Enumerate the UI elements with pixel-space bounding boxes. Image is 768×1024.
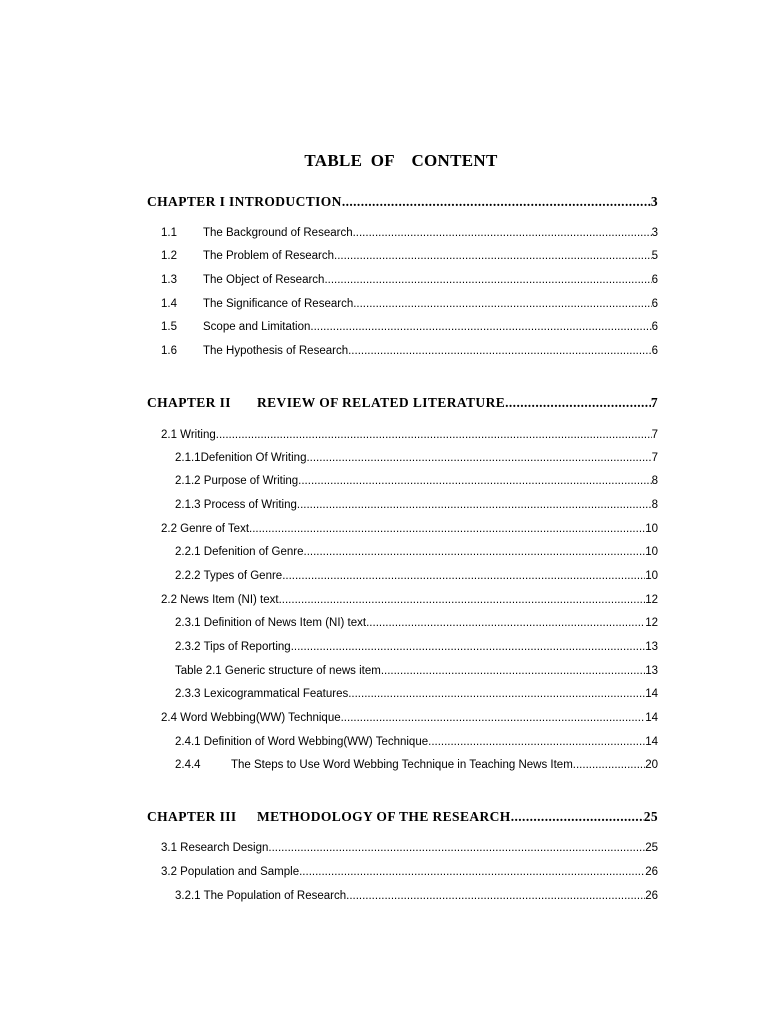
toc-label: The Object of Research [203,274,325,286]
toc-number: 1.6 [161,345,177,357]
toc-label: Scope and Limitation [203,321,311,333]
dot-leader [341,708,646,728]
toc-label: METHODOLOGY OF THE RESEARCH [257,809,511,824]
toc-item-2-4-4[interactable] [175,755,658,775]
toc-page-number: 14 [645,712,658,724]
toc-chapter-2[interactable] [147,393,658,413]
toc-label: 2.2.2 Types of Genre [175,570,283,582]
dot-leader [353,223,652,243]
toc-label: The Background of Research [203,227,353,239]
dot-leader [282,566,645,586]
dot-leader [249,519,645,539]
dot-leader [505,393,651,413]
toc-chapter-3[interactable] [147,807,658,827]
toc-item-2-3[interactable] [161,590,658,610]
dot-leader [268,838,645,858]
toc-label: 2.4 Word Webbing(WW) Technique [161,712,341,724]
toc-number: 1.5 [161,321,177,333]
dot-leader [298,471,651,491]
dot-leader [216,425,652,445]
toc-item-2-1-1[interactable] [175,448,658,468]
toc-page-number: 5 [651,250,658,262]
toc-item-1-5[interactable] [161,317,658,337]
toc-label: 2.4.1 Definition of Word Webbing(WW) Technique [175,736,429,748]
page-title: TABLE OF CONTENT [304,151,498,170]
toc-label: CHAPTER I INTRODUCTION [147,194,342,209]
dot-leader [353,294,651,314]
toc-page-number: 12 [645,594,658,606]
toc-label: The Problem of Research [203,250,335,262]
dot-leader [428,732,645,752]
toc-label: 2.2 Genre of Text [161,523,250,535]
dot-leader [299,862,645,882]
toc-page-number: 25 [643,809,658,824]
toc-chapter-1[interactable] [147,192,658,212]
toc-page-number: 7 [651,429,658,441]
toc-number: 1.1 [161,227,177,239]
dot-leader [279,590,646,610]
toc-label: 2.1.2 Purpose of Writing [175,475,299,487]
toc-label: 2.2 News Item (NI) text [161,594,279,606]
toc-label: 2.2.1 Defenition of Genre [175,546,304,558]
dot-leader [291,637,645,657]
toc-item-2-3-2[interactable] [175,637,658,657]
toc-number: 1.2 [161,250,177,262]
toc-label: 3.2 Population and Sample [161,866,300,878]
toc-number: 1.3 [161,274,177,286]
toc-label: REVIEW OF RELATED LITERATURE [257,395,506,410]
toc-item-2-2-1[interactable] [175,542,658,562]
toc-page-number: 3 [650,194,658,209]
toc-number: 2.4.4 [175,759,201,771]
dot-leader [366,613,645,633]
toc-label: The Hypothesis of Research [203,345,349,357]
toc-item-1-4[interactable] [161,294,658,314]
toc-label: 2.3.3 Lexicogrammatical Features [175,688,349,700]
dot-leader [381,661,645,681]
toc-item-3-2-1[interactable] [175,886,658,906]
toc-label: The Significance of Research [203,298,354,310]
toc-label: 2.1 Writing [161,429,216,441]
toc-page-number: 7 [651,452,658,464]
toc-item-3-1[interactable] [161,838,658,858]
toc-page-number: 12 [645,617,658,629]
toc-page-number: 25 [645,842,658,854]
dot-leader [297,495,652,515]
toc-item-2-4[interactable] [161,708,658,728]
toc-label: 3.2.1 The Population of Research [175,890,347,902]
toc-label: 2.1.3 Process of Writing [175,499,297,511]
dot-leader [324,270,651,290]
dot-leader [348,684,645,704]
toc-page-number: 8 [651,475,658,487]
toc-number: 1.4 [161,298,177,310]
toc-item-2-4-1[interactable] [175,732,658,752]
toc-chapter-number: CHAPTER II [147,395,231,410]
dot-leader [342,192,651,212]
toc-page-number: 10 [645,523,658,535]
toc-page-number: 8 [651,499,658,511]
dot-leader [511,807,644,827]
toc-page-number: 13 [645,665,658,677]
toc-item-1-3[interactable] [161,270,658,290]
toc-item-2-2-2[interactable] [175,566,658,586]
toc-page-number: 14 [645,688,658,700]
toc-item-2-3-3[interactable] [175,684,658,704]
dot-leader [306,448,651,468]
toc-page-number: 6 [651,321,658,333]
toc-page-number: 6 [651,345,658,357]
toc-page-number: 20 [645,759,658,771]
toc-item-2-2[interactable] [161,519,658,539]
toc-item-1-6[interactable] [161,341,658,361]
dot-leader [573,755,645,775]
toc-page-number: 13 [645,641,658,653]
dot-leader [310,317,651,337]
toc-page-number: 26 [645,866,658,878]
toc-page-number: 6 [651,298,658,310]
toc-page-number: 10 [645,570,658,582]
toc-item-1-1[interactable] [161,223,658,243]
toc-item-1-2[interactable] [161,246,658,266]
toc-page-number: 3 [651,227,658,239]
toc-label: 3.1 Research Design [161,842,269,854]
toc-page-number: 14 [645,736,658,748]
toc-item-3-2[interactable] [161,862,658,882]
toc-label: 2.1.1Defenition Of Writing [175,452,307,464]
toc-item-2-1[interactable] [161,425,658,445]
dot-leader [348,341,651,361]
toc-item-2-1-3[interactable] [175,495,658,515]
toc-chapter-number: CHAPTER III [147,809,237,824]
toc-page-number: 6 [651,274,658,286]
toc-page-number: 26 [645,890,658,902]
toc-label: 2.3.1 Definition of News Item (NI) text [175,617,367,629]
dot-leader [304,542,646,562]
toc-item-2-1-2[interactable] [175,471,658,491]
dot-leader [334,246,652,266]
toc-item-table-2-1[interactable] [175,661,658,681]
toc-item-2-3-1[interactable] [175,613,658,633]
toc-page-number: 10 [645,546,658,558]
toc-label: Table 2.1 Generic structure of news item [175,665,381,677]
toc-label: The Steps to Use Word Webbing Technique in Teaching News Item [231,759,573,771]
toc-page-number: 7 [650,395,658,410]
toc-label: 2.3.2 Tips of Reporting [175,641,291,653]
dot-leader [346,886,645,906]
